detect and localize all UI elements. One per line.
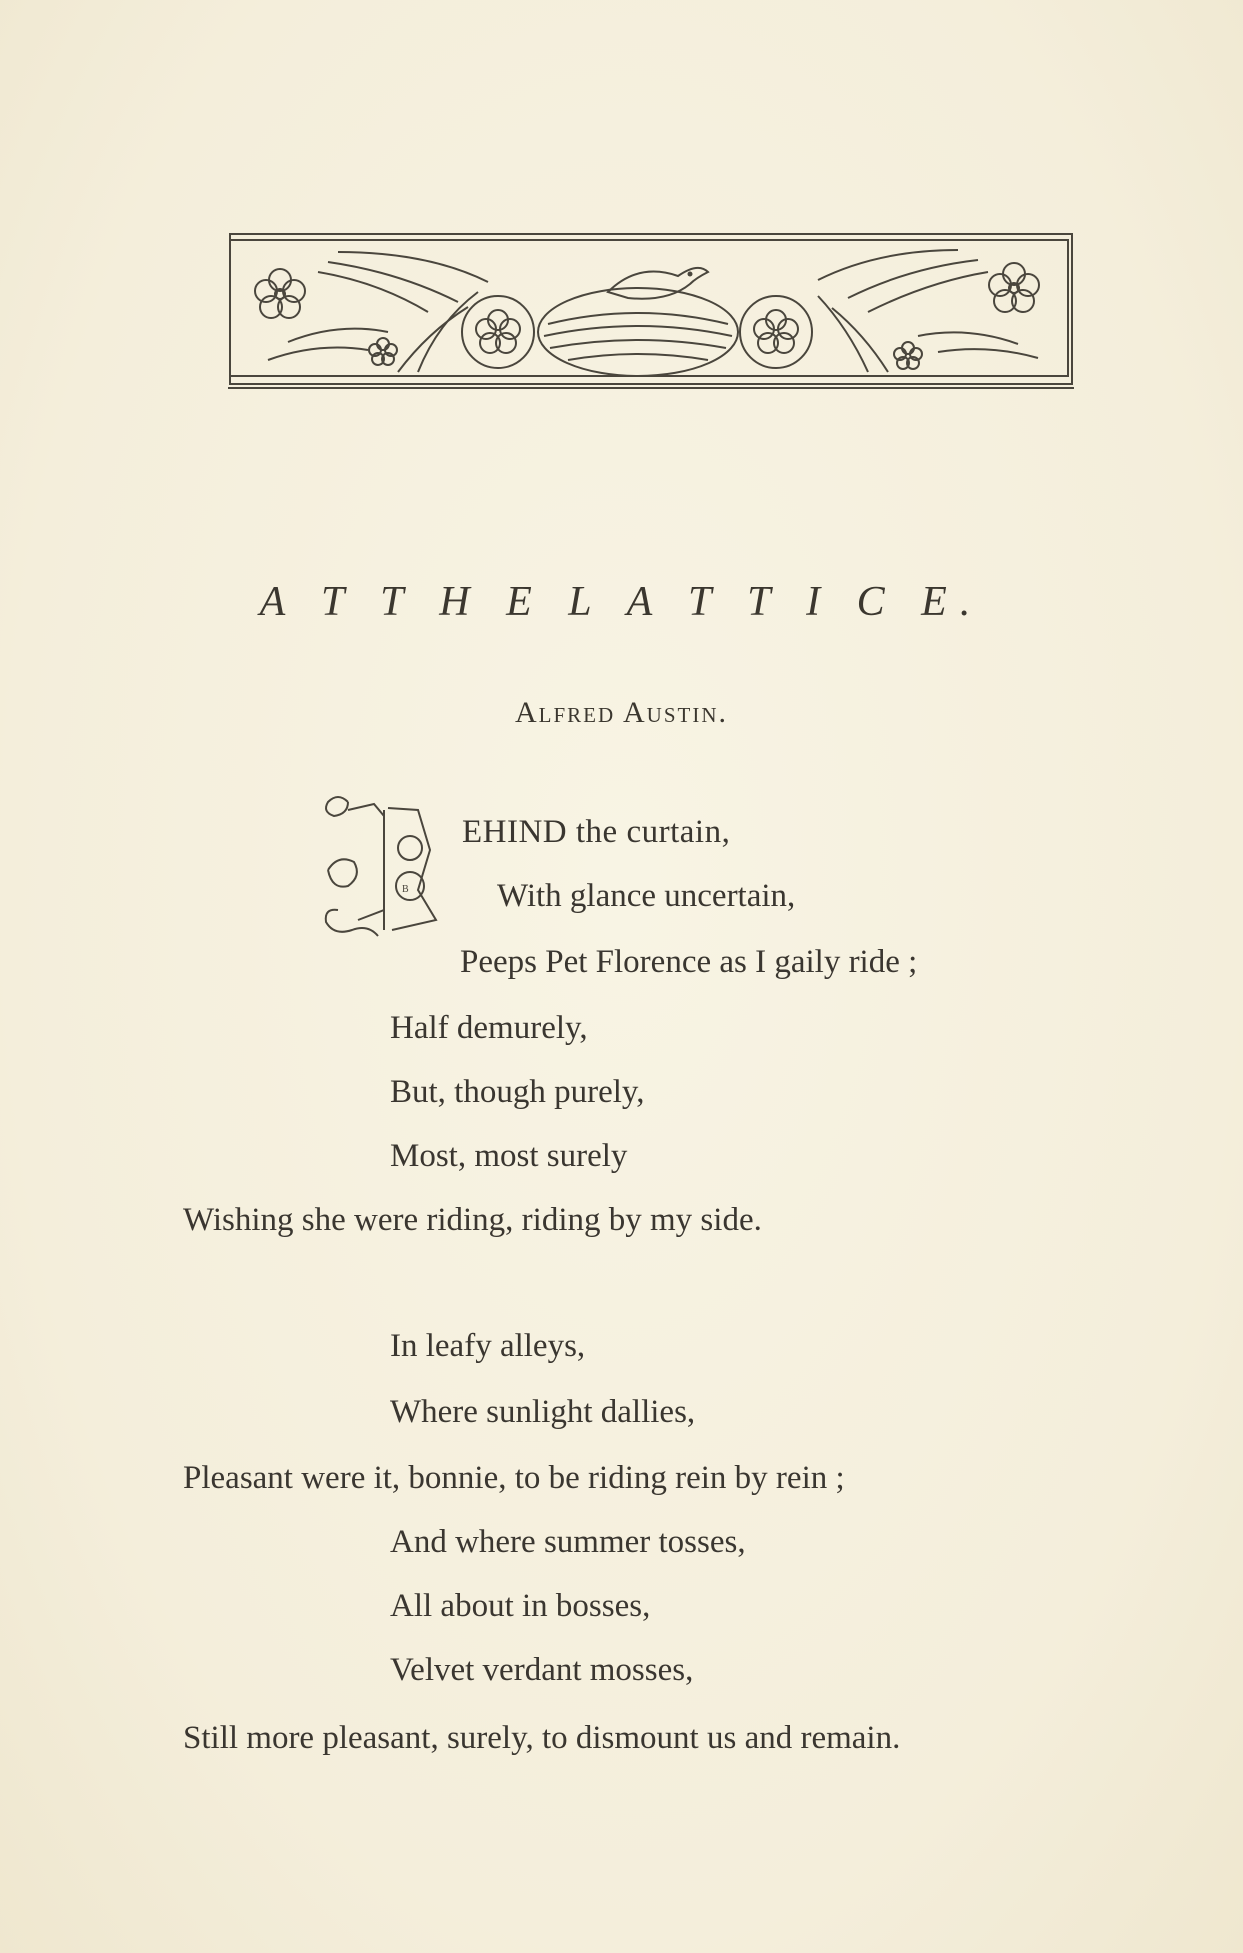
stanza1-line2: With glance uncertain, bbox=[497, 878, 796, 914]
stanza2-line4: And where summer tosses, bbox=[390, 1524, 746, 1560]
stanza1-line1-rest: EHIND the curtain, bbox=[462, 814, 731, 850]
poem-title: A T T H E L A T T I C E. bbox=[259, 579, 984, 625]
stanza2-line5: All about in bosses, bbox=[390, 1588, 651, 1624]
stanza2-line7: Still more pleasant, surely, to dismount us and remain. bbox=[183, 1720, 901, 1756]
drop-cap-floral-icon bbox=[318, 790, 464, 940]
stanza2-line6: Velvet verdant mosses, bbox=[390, 1652, 694, 1688]
drop-cap-letter: B bbox=[402, 884, 409, 895]
stanza1-line4: Half demurely, bbox=[390, 1010, 588, 1046]
stanza1-line7: Wishing she were riding, riding by my side. bbox=[183, 1202, 762, 1238]
stanza2-line3: Pleasant were it, bonnie, to be riding rein by rein ; bbox=[183, 1460, 845, 1496]
poem-author: Alfred Austin. bbox=[514, 696, 728, 729]
stanza1-line5: But, though purely, bbox=[390, 1074, 645, 1110]
stanza1-line3: Peeps Pet Florence as I gaily ride ; bbox=[460, 944, 918, 980]
floral-headpiece-icon bbox=[228, 232, 1074, 392]
stanza2-line2: Where sunlight dallies, bbox=[390, 1394, 696, 1430]
stanza2-line1: In leafy alleys, bbox=[390, 1328, 586, 1364]
stanza1-line6: Most, most surely bbox=[390, 1138, 628, 1174]
